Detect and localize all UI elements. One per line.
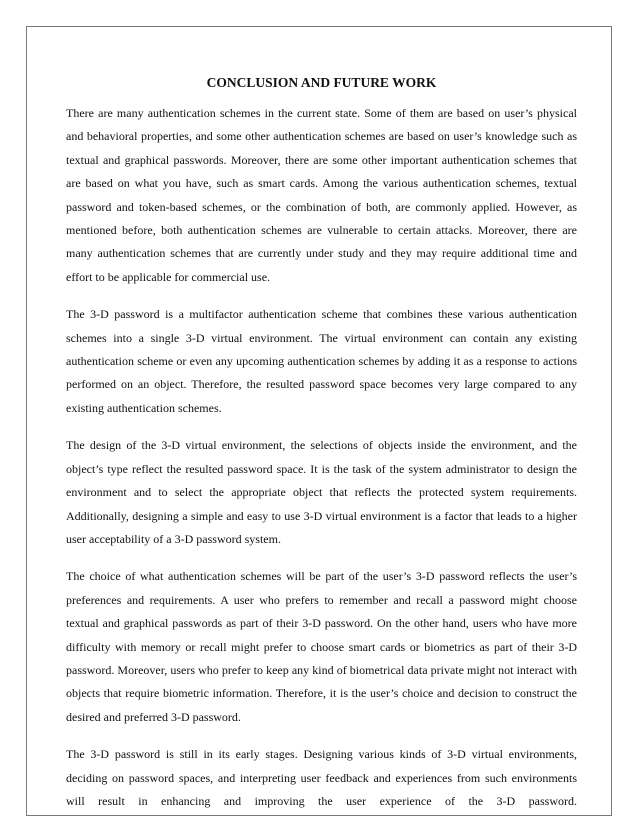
- document-body: [66, 74, 577, 827]
- paragraph-3: The design of the 3-D virtual environment, the selections of objects inside the environment, and the object’s type reflect the resulted password space. It is the task of the system administrator to design the environment and to select the appropriate object that reflects the protected system requirements. Additionally, designing a simple and easy to use 3-D virtual environment is a factor that leads to a higher user acceptability of a 3-D password system.: [66, 438, 577, 546]
- paragraph-1: There are many authentication schemes in the current state. Some of them are based on user’s physical and behavioral properties, and some other authentication schemes are based on user’s knowledge such as textual and graphical passwords. Moreover, there are some other important authentication schemes that are based on what you have, such as smart cards. Among the various authentication schemes, textual password and token-based schemes, or the combination of both, are commonly applied. However, as mentioned before, both authentication schemes are vulnerable to certain attacks. Moreover, there are many authentication schemes that are currently under study and they may require additional time and effort to be applicable for commercial use.: [66, 106, 577, 284]
- page-title: CONCLUSION AND FUTURE WORK: [206, 75, 437, 90]
- paragraph-5: The 3-D password is still in its early stages. Designing various kinds of 3-D virtual environments, deciding on password spaces, and interpreting user feedback and experiences from such environments will result in enhancing and improving the user experience of the 3-D password.: [66, 747, 577, 808]
- paragraph-4: The choice of what authentication schemes will be part of the user’s 3-D password reflects the user’s preferences and requirements. A user who prefers to remember and recall a password might choose textual and graphical passwords as part of their 3-D password. On the other hand, users who have more difficulty with memory or recall might prefer to choose smart cards or biometrics as part of their 3-D password. Moreover, users who prefer to keep any kind of biometrical data private might not interact with objects that require biometric information. Therefore, it is the user’s choice and decision to construct the desired and preferred 3-D password.: [66, 569, 577, 724]
- paragraph-2: The 3-D password is a multifactor authentication scheme that combines these various authentication schemes into a single 3-D virtual environment. The virtual environment can contain any existing authentication scheme or even any upcoming authentication schemes by adding it as a response to actions performed on an object. Therefore, the resulted password space becomes very large compared to any existing authentication schemes.: [66, 307, 577, 415]
